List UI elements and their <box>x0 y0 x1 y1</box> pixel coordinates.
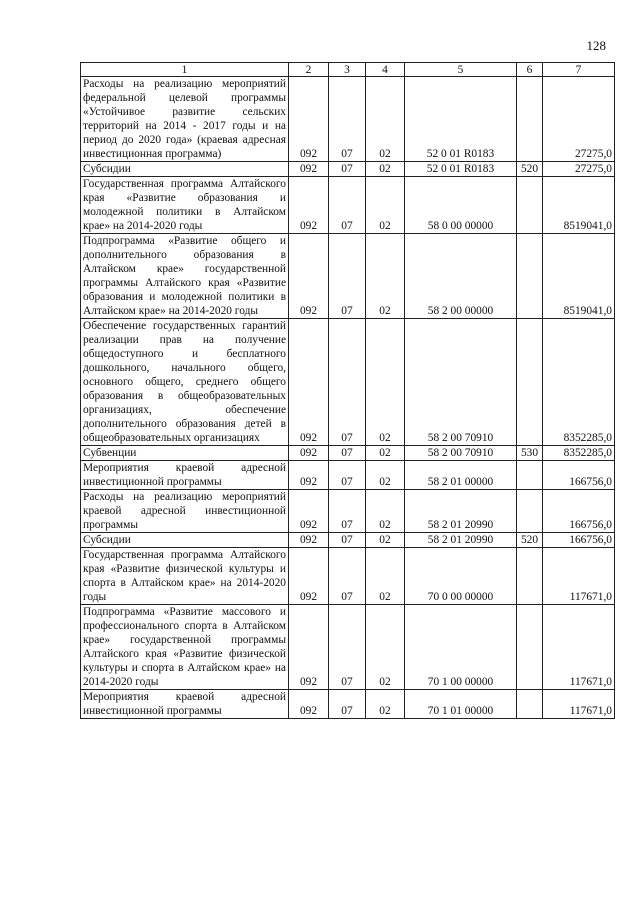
table-row <box>81 605 615 690</box>
section-code-cell: 07 <box>329 533 366 548</box>
section-code-cell: 07 <box>329 461 366 490</box>
page-number: 128 <box>586 38 606 53</box>
subsection-code-cell: 02 <box>366 461 405 490</box>
table-row <box>81 77 615 162</box>
subsection-code-cell: 02 <box>366 490 405 533</box>
ministry-code-cell: 092 <box>289 490 329 533</box>
header-cell-7: 7 <box>543 63 615 77</box>
ministry-code-cell: 092 <box>289 533 329 548</box>
ministry-code-cell: 092 <box>289 162 329 177</box>
target-item-code-cell: 70 1 01 00000 <box>405 690 517 719</box>
expense-name-cell: Расходы на реализацию мероприятий федеральной целевой программы «Устойчивое развитие сельских территорий на 2014 - 2017 годы и на период до 2020 года» (краевая адресная инвестиционная программа) <box>81 77 289 162</box>
target-item-code-cell: 70 0 00 00000 <box>405 548 517 605</box>
table-row <box>81 690 615 719</box>
subsection-code-cell: 02 <box>366 533 405 548</box>
subsection-code-cell: 02 <box>366 162 405 177</box>
subsection-code-cell: 02 <box>366 234 405 319</box>
ministry-code-cell: 092 <box>289 177 329 234</box>
expense-name-cell: Субсидии <box>81 533 289 548</box>
expense-name-cell: Субвенции <box>81 446 289 461</box>
target-item-code-cell: 58 2 00 70910 <box>405 319 517 446</box>
subsection-code-cell: 02 <box>366 177 405 234</box>
amount-cell: 166756,0 <box>543 490 615 533</box>
section-code-cell: 07 <box>329 605 366 690</box>
ministry-code-cell: 092 <box>289 548 329 605</box>
header-row <box>81 63 615 77</box>
ministry-code-cell: 092 <box>289 690 329 719</box>
budget-table <box>80 62 615 719</box>
section-code-cell: 07 <box>329 446 366 461</box>
expense-type-code-cell <box>517 177 543 234</box>
header-cell-5: 5 <box>405 63 517 77</box>
expense-type-code-cell <box>517 548 543 605</box>
table-row <box>81 548 615 605</box>
table-row <box>81 234 615 319</box>
section-code-cell: 07 <box>329 77 366 162</box>
section-code-cell: 07 <box>329 234 366 319</box>
target-item-code-cell: 58 0 00 00000 <box>405 177 517 234</box>
amount-cell: 166756,0 <box>543 533 615 548</box>
target-item-code-cell: 58 2 00 70910 <box>405 446 517 461</box>
table-row <box>81 446 615 461</box>
table-row <box>81 162 615 177</box>
header-cell-6: 6 <box>517 63 543 77</box>
amount-cell: 8352285,0 <box>543 319 615 446</box>
expense-name-cell: Подпрограмма «Развитие общего и дополнительного образования в Алтайском крае» государственной программы Алтайского края «Развитие образования и молодежной политики в Алтайском крае» на 2014-2020 годы <box>81 234 289 319</box>
expense-name-cell: Расходы на реализацию мероприятий краевой адресной инвестиционной программы <box>81 490 289 533</box>
subsection-code-cell: 02 <box>366 319 405 446</box>
expense-name-cell: Государственная программа Алтайского края «Развитие образования и молодежной политики в Алтайском крае» на 2014-2020 годы <box>81 177 289 234</box>
ministry-code-cell: 092 <box>289 461 329 490</box>
amount-cell: 117671,0 <box>543 605 615 690</box>
amount-cell: 117671,0 <box>543 690 615 719</box>
amount-cell: 117671,0 <box>543 548 615 605</box>
subsection-code-cell: 02 <box>366 77 405 162</box>
table-row <box>81 533 615 548</box>
table-row <box>81 177 615 234</box>
target-item-code-cell: 58 2 01 20990 <box>405 533 517 548</box>
expense-type-code-cell <box>517 77 543 162</box>
subsection-code-cell: 02 <box>366 548 405 605</box>
header-cell-3: 3 <box>329 63 366 77</box>
target-item-code-cell: 58 2 01 00000 <box>405 461 517 490</box>
expense-type-code-cell <box>517 490 543 533</box>
target-item-code-cell: 58 2 01 20990 <box>405 490 517 533</box>
amount-cell: 8519041,0 <box>543 177 615 234</box>
header-cell-1: 1 <box>81 63 289 77</box>
expense-name-cell: Обеспечение государственных гарантий реализации прав на получение общедоступного и бесплатного дошкольного, начального общего, основного общего, среднего общего образования в общеобразовательных организациях, обеспечение дополнительного образования детей в общеобразовательных организациях <box>81 319 289 446</box>
expense-name-cell: Государственная программа Алтайского края «Развитие физической культуры и спорта в Алтайском крае» на 2014-2020 годы <box>81 548 289 605</box>
ministry-code-cell: 092 <box>289 446 329 461</box>
amount-cell: 166756,0 <box>543 461 615 490</box>
table-row <box>81 319 615 446</box>
expense-type-code-cell: 530 <box>517 446 543 461</box>
ministry-code-cell: 092 <box>289 77 329 162</box>
amount-cell: 8519041,0 <box>543 234 615 319</box>
expense-type-code-cell <box>517 690 543 719</box>
table-row <box>81 461 615 490</box>
header-cell-2: 2 <box>289 63 329 77</box>
target-item-code-cell: 52 0 01 R0183 <box>405 77 517 162</box>
ministry-code-cell: 092 <box>289 319 329 446</box>
subsection-code-cell: 02 <box>366 605 405 690</box>
subsection-code-cell: 02 <box>366 446 405 461</box>
section-code-cell: 07 <box>329 490 366 533</box>
expense-name-cell: Субсидии <box>81 162 289 177</box>
expense-type-code-cell: 520 <box>517 533 543 548</box>
amount-cell: 8352285,0 <box>543 446 615 461</box>
section-code-cell: 07 <box>329 690 366 719</box>
header-cell-4: 4 <box>366 63 405 77</box>
expense-name-cell: Мероприятия краевой адресной инвестиционной программы <box>81 690 289 719</box>
expense-type-code-cell <box>517 605 543 690</box>
amount-cell: 27275,0 <box>543 77 615 162</box>
ministry-code-cell: 092 <box>289 605 329 690</box>
expense-type-code-cell <box>517 319 543 446</box>
amount-cell: 27275,0 <box>543 162 615 177</box>
section-code-cell: 07 <box>329 177 366 234</box>
expense-type-code-cell: 520 <box>517 162 543 177</box>
section-code-cell: 07 <box>329 548 366 605</box>
expense-name-cell: Подпрограмма «Развитие массового и профессионального спорта в Алтайском крае» государственной программы Алтайского края «Развитие физической культуры и спорта в Алтайском крае» на 2014-2020 годы <box>81 605 289 690</box>
table-row <box>81 490 615 533</box>
expense-type-code-cell <box>517 234 543 319</box>
target-item-code-cell: 70 1 00 00000 <box>405 605 517 690</box>
target-item-code-cell: 58 2 00 00000 <box>405 234 517 319</box>
ministry-code-cell: 092 <box>289 234 329 319</box>
expense-name-cell: Мероприятия краевой адресной инвестиционной программы <box>81 461 289 490</box>
target-item-code-cell: 52 0 01 R0183 <box>405 162 517 177</box>
subsection-code-cell: 02 <box>366 690 405 719</box>
section-code-cell: 07 <box>329 319 366 446</box>
expense-type-code-cell <box>517 461 543 490</box>
section-code-cell: 07 <box>329 162 366 177</box>
